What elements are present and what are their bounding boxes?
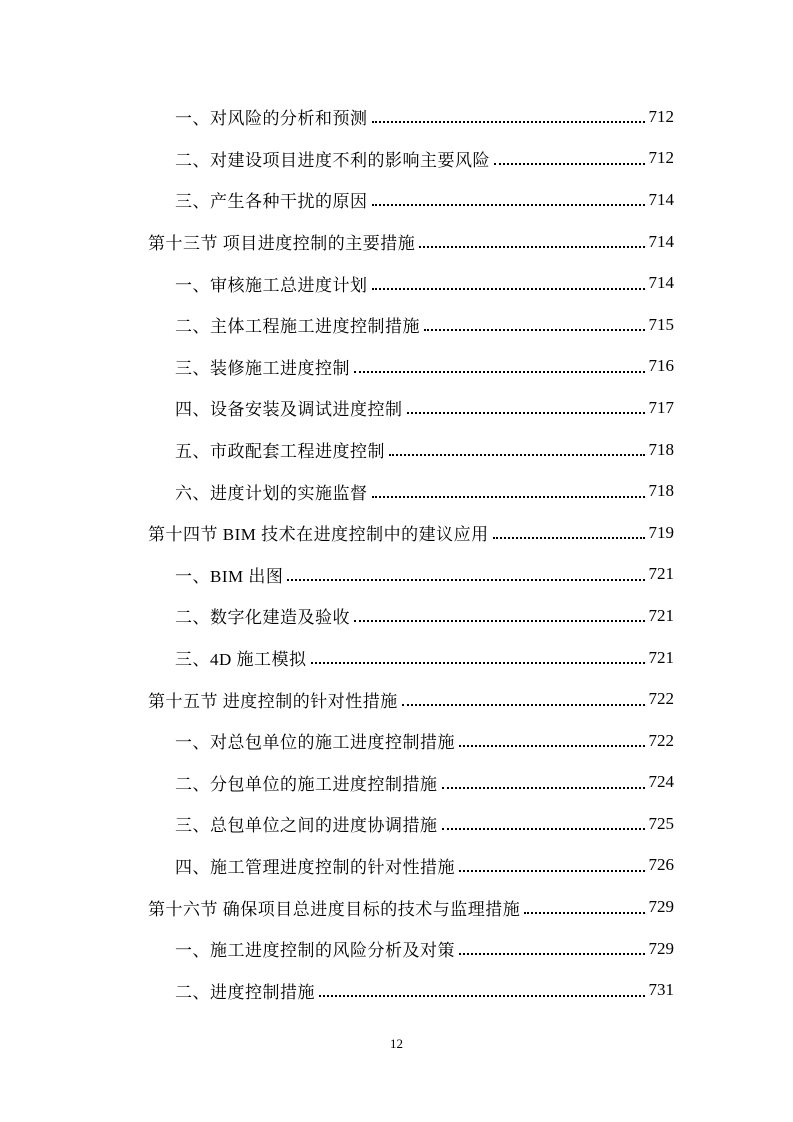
toc-entry-page: 729 [648, 897, 674, 917]
toc-dot-leader [287, 562, 644, 581]
toc-entry[interactable] [175, 179, 674, 221]
toc-entry-page: 714 [648, 273, 674, 293]
toc-entry-title: 二、进度控制措施 [175, 982, 315, 1002]
toc-entry-page: 726 [648, 855, 674, 875]
toc-dot-leader [419, 229, 644, 248]
toc-entry-title: 三、装修施工进度控制 [175, 358, 350, 378]
toc-entry[interactable] [175, 720, 674, 762]
toc-entry-title: 一、对风险的分析和预测 [175, 109, 368, 129]
toc-dot-leader [494, 146, 645, 165]
toc-entry-title: 五、市政配套工程进度控制 [175, 442, 385, 462]
toc-entry-page: 712 [648, 106, 674, 126]
toc-dot-leader [493, 520, 645, 539]
toc-dot-leader [524, 895, 644, 914]
toc-entry[interactable] [175, 969, 674, 1011]
toc-entry-title: 四、施工管理进度控制的针对性措施 [175, 857, 455, 877]
toc-entry[interactable] [175, 138, 674, 180]
toc-dot-leader [372, 479, 645, 498]
toc-dot-leader [459, 728, 645, 747]
toc-entry[interactable] [175, 554, 674, 596]
toc-entry-page: 714 [648, 231, 674, 251]
toc-dot-leader [319, 978, 645, 997]
toc-dot-leader [459, 853, 645, 872]
toc-entry-title: 一、施工进度控制的风险分析及对策 [175, 941, 455, 961]
toc-entry-title: 三、总包单位之间的进度协调措施 [175, 816, 438, 836]
toc-entry-page: 717 [648, 397, 674, 417]
toc-entry[interactable] [175, 762, 674, 804]
toc-entry-page: 718 [648, 481, 674, 501]
toc-dot-leader [402, 687, 645, 706]
toc-dot-leader [424, 312, 645, 331]
toc-entry-page: 722 [648, 689, 674, 709]
toc-entry-title: 第十三节 项目进度控制的主要措施 [148, 234, 416, 254]
toc-entry-title: 六、进度计划的实施监督 [175, 483, 368, 503]
toc-entry[interactable] [175, 845, 674, 887]
toc-entry-title: 二、分包单位的施工进度控制措施 [175, 774, 438, 794]
toc-entry[interactable] [175, 346, 674, 388]
toc-entry[interactable] [175, 262, 674, 304]
toc-entry-page: 729 [648, 938, 674, 958]
table-of-contents [0, 96, 793, 1011]
toc-entry[interactable] [175, 803, 674, 845]
toc-entry-title: 一、BIM 出图 [175, 566, 284, 586]
toc-dot-leader [407, 395, 645, 414]
toc-entry-page: 725 [648, 813, 674, 833]
toc-section-entry[interactable] [148, 886, 674, 928]
toc-entry-page: 721 [648, 564, 674, 584]
toc-dot-leader [354, 354, 645, 373]
toc-entry-title: 四、设备安装及调试进度控制 [175, 400, 403, 420]
toc-section-entry[interactable] [148, 512, 674, 554]
toc-entry-page: 721 [648, 647, 674, 667]
toc-entry-title: 二、数字化建造及验收 [175, 608, 350, 628]
toc-entry-page: 724 [648, 772, 674, 792]
toc-entry-title: 二、对建设项目进度不利的影响主要风险 [175, 150, 490, 170]
toc-entry-title: 第十五节 进度控制的针对性措施 [148, 691, 398, 711]
toc-entry-page: 716 [648, 356, 674, 376]
toc-entry[interactable] [175, 96, 674, 138]
toc-entry-page: 718 [648, 439, 674, 459]
toc-entry-page: 715 [648, 314, 674, 334]
toc-section-entry[interactable] [148, 221, 674, 263]
toc-entry[interactable] [175, 637, 674, 679]
toc-dot-leader [459, 936, 645, 955]
toc-dot-leader [311, 645, 645, 664]
toc-entry-title: 三、产生各种干扰的原因 [175, 192, 368, 212]
toc-entry-title: 二、主体工程施工进度控制措施 [175, 317, 420, 337]
toc-entry[interactable] [175, 304, 674, 346]
toc-dot-leader [354, 603, 645, 622]
toc-entry[interactable] [175, 928, 674, 970]
toc-dot-leader [442, 811, 645, 830]
toc-entry-page: 721 [648, 605, 674, 625]
toc-entry[interactable] [175, 595, 674, 637]
toc-dot-leader [389, 437, 645, 456]
toc-section-entry[interactable] [148, 678, 674, 720]
toc-entry-page: 722 [648, 730, 674, 750]
toc-entry[interactable] [175, 470, 674, 512]
toc-entry-title: 一、对总包单位的施工进度控制措施 [175, 733, 455, 753]
toc-dot-leader [372, 104, 645, 123]
toc-entry-title: 一、审核施工总进度计划 [175, 275, 368, 295]
toc-entry-page: 712 [648, 148, 674, 168]
toc-entry[interactable] [175, 387, 674, 429]
toc-dot-leader [442, 770, 645, 789]
toc-entry-page: 714 [648, 189, 674, 209]
toc-entry-title: 三、4D 施工模拟 [175, 650, 307, 670]
toc-entry[interactable] [175, 429, 674, 471]
toc-dot-leader [372, 271, 645, 290]
toc-entry-title: 第十六节 确保项目总进度目标的技术与监理措施 [148, 899, 521, 919]
page-number: 12 [390, 1036, 403, 1051]
toc-entry-page: 719 [648, 522, 674, 542]
toc-entry-page: 731 [648, 980, 674, 1000]
toc-entry-title: 第十四节 BIM 技术在进度控制中的建议应用 [148, 525, 489, 545]
toc-dot-leader [372, 187, 645, 206]
